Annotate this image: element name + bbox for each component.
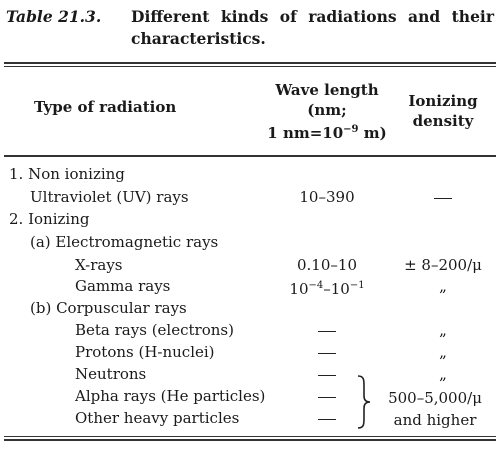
- header-wave-length: [262, 80, 392, 143]
- table-number: Table 21.3.: [6, 7, 102, 26]
- row-density: ± 8–200/μ: [404, 256, 482, 274]
- table-row: [0, 209, 500, 229]
- table-title: Different kinds of radiations and their characteristics.: [131, 7, 494, 48]
- header-wave-line1: Wave length: [275, 81, 379, 99]
- dash-mark: [318, 375, 336, 376]
- row-label: Protons (H-nuclei): [75, 343, 215, 361]
- table-row: [0, 320, 500, 340]
- dash-mark: [318, 419, 336, 420]
- table-row: [0, 232, 500, 252]
- row-label: 1. Non ionizing: [9, 165, 125, 183]
- bottom-rule-thin: [4, 436, 496, 437]
- header-ionizing-density: [398, 91, 488, 131]
- row-density: „: [439, 365, 447, 383]
- dash-mark: [318, 331, 336, 332]
- row-label: Beta rays (electrons): [75, 321, 234, 339]
- dash-mark: [318, 397, 336, 398]
- table-row: [0, 187, 500, 207]
- table-row: [0, 255, 500, 275]
- row-label: Ultraviolet (UV) rays: [30, 188, 189, 206]
- row-density: „: [439, 321, 447, 339]
- row-label: Gamma rays: [75, 277, 171, 295]
- row-label: Alpha rays (He particles): [75, 387, 266, 405]
- header-ion-line2: density: [412, 112, 474, 130]
- header-rule: [4, 155, 496, 157]
- row-wave-length: [262, 320, 392, 340]
- row-label: X-rays: [75, 256, 123, 274]
- dash-mark: [434, 198, 452, 199]
- row-density: [398, 187, 488, 207]
- table-row: [0, 164, 500, 184]
- top-rule: [4, 62, 496, 64]
- table-row: [0, 342, 500, 362]
- header-type-of-radiation: Type of radiation: [34, 98, 177, 116]
- row-wave-length: [262, 342, 392, 362]
- row-label: (b) Corpuscular rays: [30, 299, 187, 317]
- row-label: (a) Electromagnetic rays: [30, 233, 219, 251]
- dash-mark: [318, 353, 336, 354]
- row-density: „: [439, 277, 447, 295]
- table-row: [0, 276, 500, 296]
- header-wave-line2: (nm;: [307, 101, 347, 119]
- row-wave-length: $10^{-4}-10^{-1}$: [289, 280, 365, 298]
- header-wave-line3: 1 $nm=10^{-9}$ m): [267, 124, 387, 142]
- row-density: „: [439, 343, 447, 361]
- merged-density-line1: 500–5,000/μ: [388, 389, 482, 407]
- row-wave-length: 10–390: [299, 188, 355, 206]
- top-rule-thin: [4, 66, 496, 67]
- row-label: Neutrons: [75, 365, 147, 383]
- row-label: 2. Ionizing: [9, 210, 90, 228]
- table-row: [0, 364, 500, 384]
- row-wave-length: 0.10–10: [297, 256, 357, 274]
- table-row: [0, 298, 500, 318]
- bottom-rule: [4, 439, 496, 441]
- row-label: Other heavy particles: [75, 409, 240, 427]
- merged-density-line2: and higher: [393, 411, 477, 429]
- header-ion-line1: Ionizing: [408, 92, 478, 110]
